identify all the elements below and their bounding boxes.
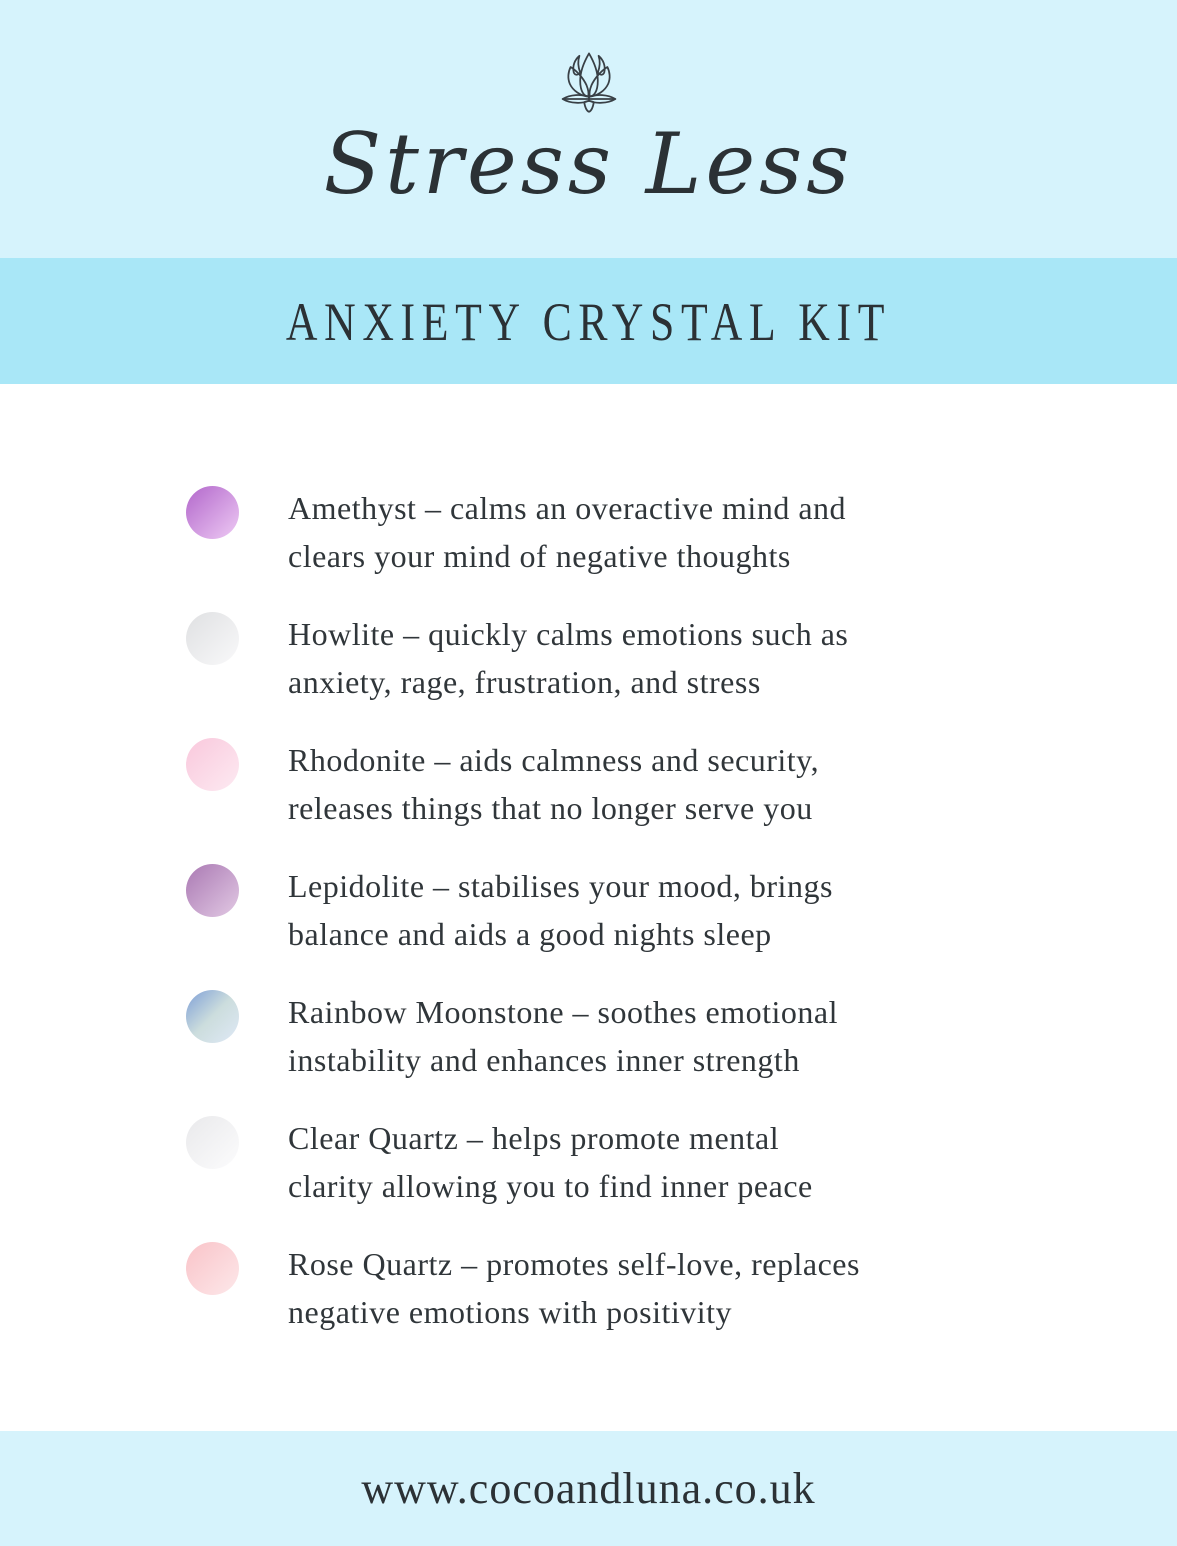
list-item-rose-quartz	[186, 1240, 1087, 1336]
footer-band	[0, 1431, 1177, 1546]
description-line: clarity allowing you to find inner peace	[288, 1168, 813, 1204]
list-item-lepidolite	[186, 862, 1087, 958]
list-item-rhodonite	[186, 736, 1087, 832]
howlite-description	[288, 610, 848, 706]
description-line: releases things that no longer serve you	[288, 790, 813, 826]
rainbow-moonstone-swatch-icon	[186, 990, 239, 1043]
lotus-icon	[0, 50, 1177, 116]
description-line: Lepidolite – stabilises your mood, brings	[288, 868, 833, 904]
description-line: negative emotions with positivity	[288, 1294, 733, 1330]
description-line: Clear Quartz – helps promote mental	[288, 1120, 780, 1156]
website-url: www.cocoandluna.co.uk	[361, 1464, 816, 1513]
rose-quartz-description	[288, 1240, 860, 1336]
list-item-clear-quartz	[186, 1114, 1087, 1210]
kit-banner	[0, 258, 1177, 384]
description-line: balance and aids a good nights sleep	[288, 916, 772, 952]
list-item-howlite	[186, 610, 1087, 706]
amethyst-swatch-icon	[186, 486, 239, 539]
rhodonite-swatch-icon	[186, 738, 239, 791]
rose-quartz-swatch-icon	[186, 1242, 239, 1295]
lepidolite-description	[288, 862, 833, 958]
description-line: Rose Quartz – promotes self-love, replaces	[288, 1246, 860, 1282]
clear-quartz-swatch-icon	[186, 1116, 239, 1169]
description-line: Howlite – quickly calms emotions such as	[288, 616, 849, 652]
lepidolite-swatch-icon	[186, 864, 239, 917]
brand-title: Stress Less	[323, 115, 854, 213]
rainbow-moonstone-description	[288, 988, 838, 1084]
description-line: Rhodonite – aids calmness and security,	[288, 742, 820, 778]
list-item-rainbow-moonstone	[186, 988, 1087, 1084]
description-line: Rainbow Moonstone – soothes emotional	[288, 994, 839, 1030]
howlite-swatch-icon	[186, 612, 239, 665]
crystal-list	[0, 384, 1177, 1431]
kit-banner-label: ANXIETY CRYSTAL KIT	[285, 290, 892, 352]
amethyst-description	[288, 484, 846, 580]
description-line: instability and enhances inner strength	[288, 1042, 800, 1078]
description-line: Amethyst – calms an overactive mind and	[288, 490, 847, 526]
list-item-amethyst	[186, 484, 1087, 580]
header-band	[0, 0, 1177, 258]
clear-quartz-description	[288, 1114, 813, 1210]
description-line: anxiety, rage, frustration, and stress	[288, 664, 761, 700]
description-line: clears your mind of negative thoughts	[288, 538, 791, 574]
rhodonite-description	[288, 736, 819, 832]
